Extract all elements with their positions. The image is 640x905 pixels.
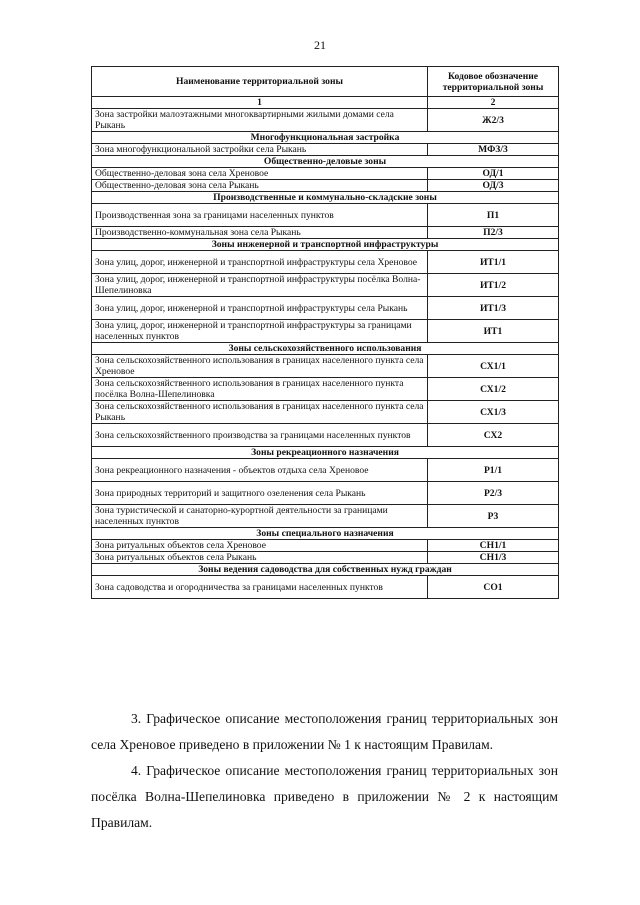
zone-code-cell: Р2/3 [428, 482, 559, 505]
zone-name-cell: Зона улиц, дорог, инженерной и транспортной инфраструктуры села Хреновое [92, 251, 428, 274]
zone-code-cell: СХ2 [428, 424, 559, 447]
section-row [92, 132, 559, 144]
table-row [92, 401, 559, 424]
zone-name-cell: Зона улиц, дорог, инженерной и транспортной инфраструктуры посёлка Волна-Шепелиновка [92, 274, 428, 297]
zone-name-cell: Зона сельскохозяйственного использования в границах населенного пункта посёлка Волна-Шепелиновка [92, 378, 428, 401]
zone-name-cell: Производственно-коммунальная зона села Рыкань [92, 227, 428, 239]
section-title: Зоны сельскохозяйственного использования [92, 343, 559, 355]
table-row [92, 552, 559, 564]
zone-name-cell: Производственная зона за границами населенных пунктов [92, 204, 428, 227]
zone-name-cell: Зона сельскохозяйственного использования в границах населенного пункта села Рыкань [92, 401, 428, 424]
zones-table-body [92, 97, 559, 599]
zone-name-cell: Зона улиц, дорог, инженерной и транспортной инфраструктуры села Рыкань [92, 297, 428, 320]
zone-name-cell: Зона ритуальных объектов села Хреновое [92, 540, 428, 552]
zone-code-cell: СХ1/1 [428, 355, 559, 378]
zone-name-cell: Зона ритуальных объектов села Рыкань [92, 552, 428, 564]
zone-name-cell: Зона улиц, дорог, инженерной и транспортной инфраструктуры за границами населенных пунктов [92, 320, 428, 343]
header-zone-code: Кодовое обозначение территориальной зоны [428, 67, 559, 97]
table-row [92, 482, 559, 505]
zone-name-cell: Зона туристической и санаторно-курортной деятельности за границами населенных пунктов [92, 505, 428, 528]
zone-code-cell: Ж2/3 [428, 109, 559, 132]
zone-name-cell: Зона многофункциональной застройки села Рыкань [92, 144, 428, 156]
zone-name-cell: Зона садоводства и огородничества за границами населенных пунктов [92, 576, 428, 599]
section-title: Общественно-деловые зоны [92, 156, 559, 168]
zone-code-cell: П1 [428, 204, 559, 227]
zone-code-cell: ИТ1/2 [428, 274, 559, 297]
zone-name-cell: Зона природных территорий и защитного озеленения села Рыкань [92, 482, 428, 505]
section-row [92, 528, 559, 540]
zone-code-cell: СН1/3 [428, 552, 559, 564]
table-row [92, 459, 559, 482]
zone-code-cell: МФЗ/3 [428, 144, 559, 156]
zone-code-cell: ИТ1 [428, 320, 559, 343]
zone-code-cell: ОД/3 [428, 180, 559, 192]
zone-code-cell: ИТ1/1 [428, 251, 559, 274]
section-row [92, 156, 559, 168]
table-row [92, 251, 559, 274]
table-row [92, 378, 559, 401]
section-row [92, 447, 559, 459]
section-title: Зоны ведения садоводства для собственных нужд граждан [92, 564, 559, 576]
table-row [92, 424, 559, 447]
zone-code-cell: ОД/1 [428, 168, 559, 180]
section-title: Многофункциональная застройка [92, 132, 559, 144]
table-row [92, 109, 559, 132]
table-row [92, 355, 559, 378]
table-row [92, 297, 559, 320]
zone-code-cell: СН1/1 [428, 540, 559, 552]
zone-code-cell: СХ1/2 [428, 378, 559, 401]
table-row [92, 168, 559, 180]
zone-code-cell: СХ1/3 [428, 401, 559, 424]
paragraph-3: 3. Графическое описание местоположения границ территориальных зон села Хреновое приведено в приложении № 1 к настоящим Правилам. [91, 711, 558, 752]
column-number-1: 1 [92, 97, 428, 109]
table-row [92, 180, 559, 192]
zone-code-cell: ИТ1/3 [428, 297, 559, 320]
table-header-row [92, 67, 559, 97]
body-text [91, 706, 558, 836]
zone-name-cell: Общественно-деловая зона села Рыкань [92, 180, 428, 192]
table-row [92, 204, 559, 227]
zone-name-cell: Зона сельскохозяйственного производства за границами населенных пунктов [92, 424, 428, 447]
section-row [92, 192, 559, 204]
zone-name-cell: Зона застройки малоэтажными многоквартирными жилыми домами села Рыкань [92, 109, 428, 132]
paragraph-4: 4. Графическое описание местоположения границ территориальных зон посёлка Волна-Шепелиновка приведено в приложении № 2 к настоящим Правилам. [91, 763, 558, 830]
section-row [92, 343, 559, 355]
table-row [92, 227, 559, 239]
zone-code-cell: П2/3 [428, 227, 559, 239]
zone-name-cell: Зона рекреационного назначения - объектов отдыха села Хреновое [92, 459, 428, 482]
zone-name-cell: Общественно-деловая зона села Хреновое [92, 168, 428, 180]
table-row [92, 576, 559, 599]
page-number: 21 [314, 38, 326, 52]
zone-code-cell: Р1/1 [428, 459, 559, 482]
section-row [92, 239, 559, 251]
table-row [92, 320, 559, 343]
table-row [92, 144, 559, 156]
table-row [92, 505, 559, 528]
column-number-2: 2 [428, 97, 559, 109]
section-title: Производственные и коммунально-складские зоны [92, 192, 559, 204]
table-row [92, 540, 559, 552]
header-zone-name: Наименование территориальной зоны [92, 67, 428, 97]
column-number-row [92, 97, 559, 109]
zone-name-cell: Зона сельскохозяйственного использования в границах населенного пункта села Хреновое [92, 355, 428, 378]
section-title: Зоны инженерной и транспортной инфраструктуры [92, 239, 559, 251]
section-title: Зоны рекреационного назначения [92, 447, 559, 459]
zone-code-cell: Р3 [428, 505, 559, 528]
zone-code-cell: СО1 [428, 576, 559, 599]
zones-table [91, 66, 559, 599]
section-row [92, 564, 559, 576]
section-title: Зоны специального назначения [92, 528, 559, 540]
table-row [92, 274, 559, 297]
